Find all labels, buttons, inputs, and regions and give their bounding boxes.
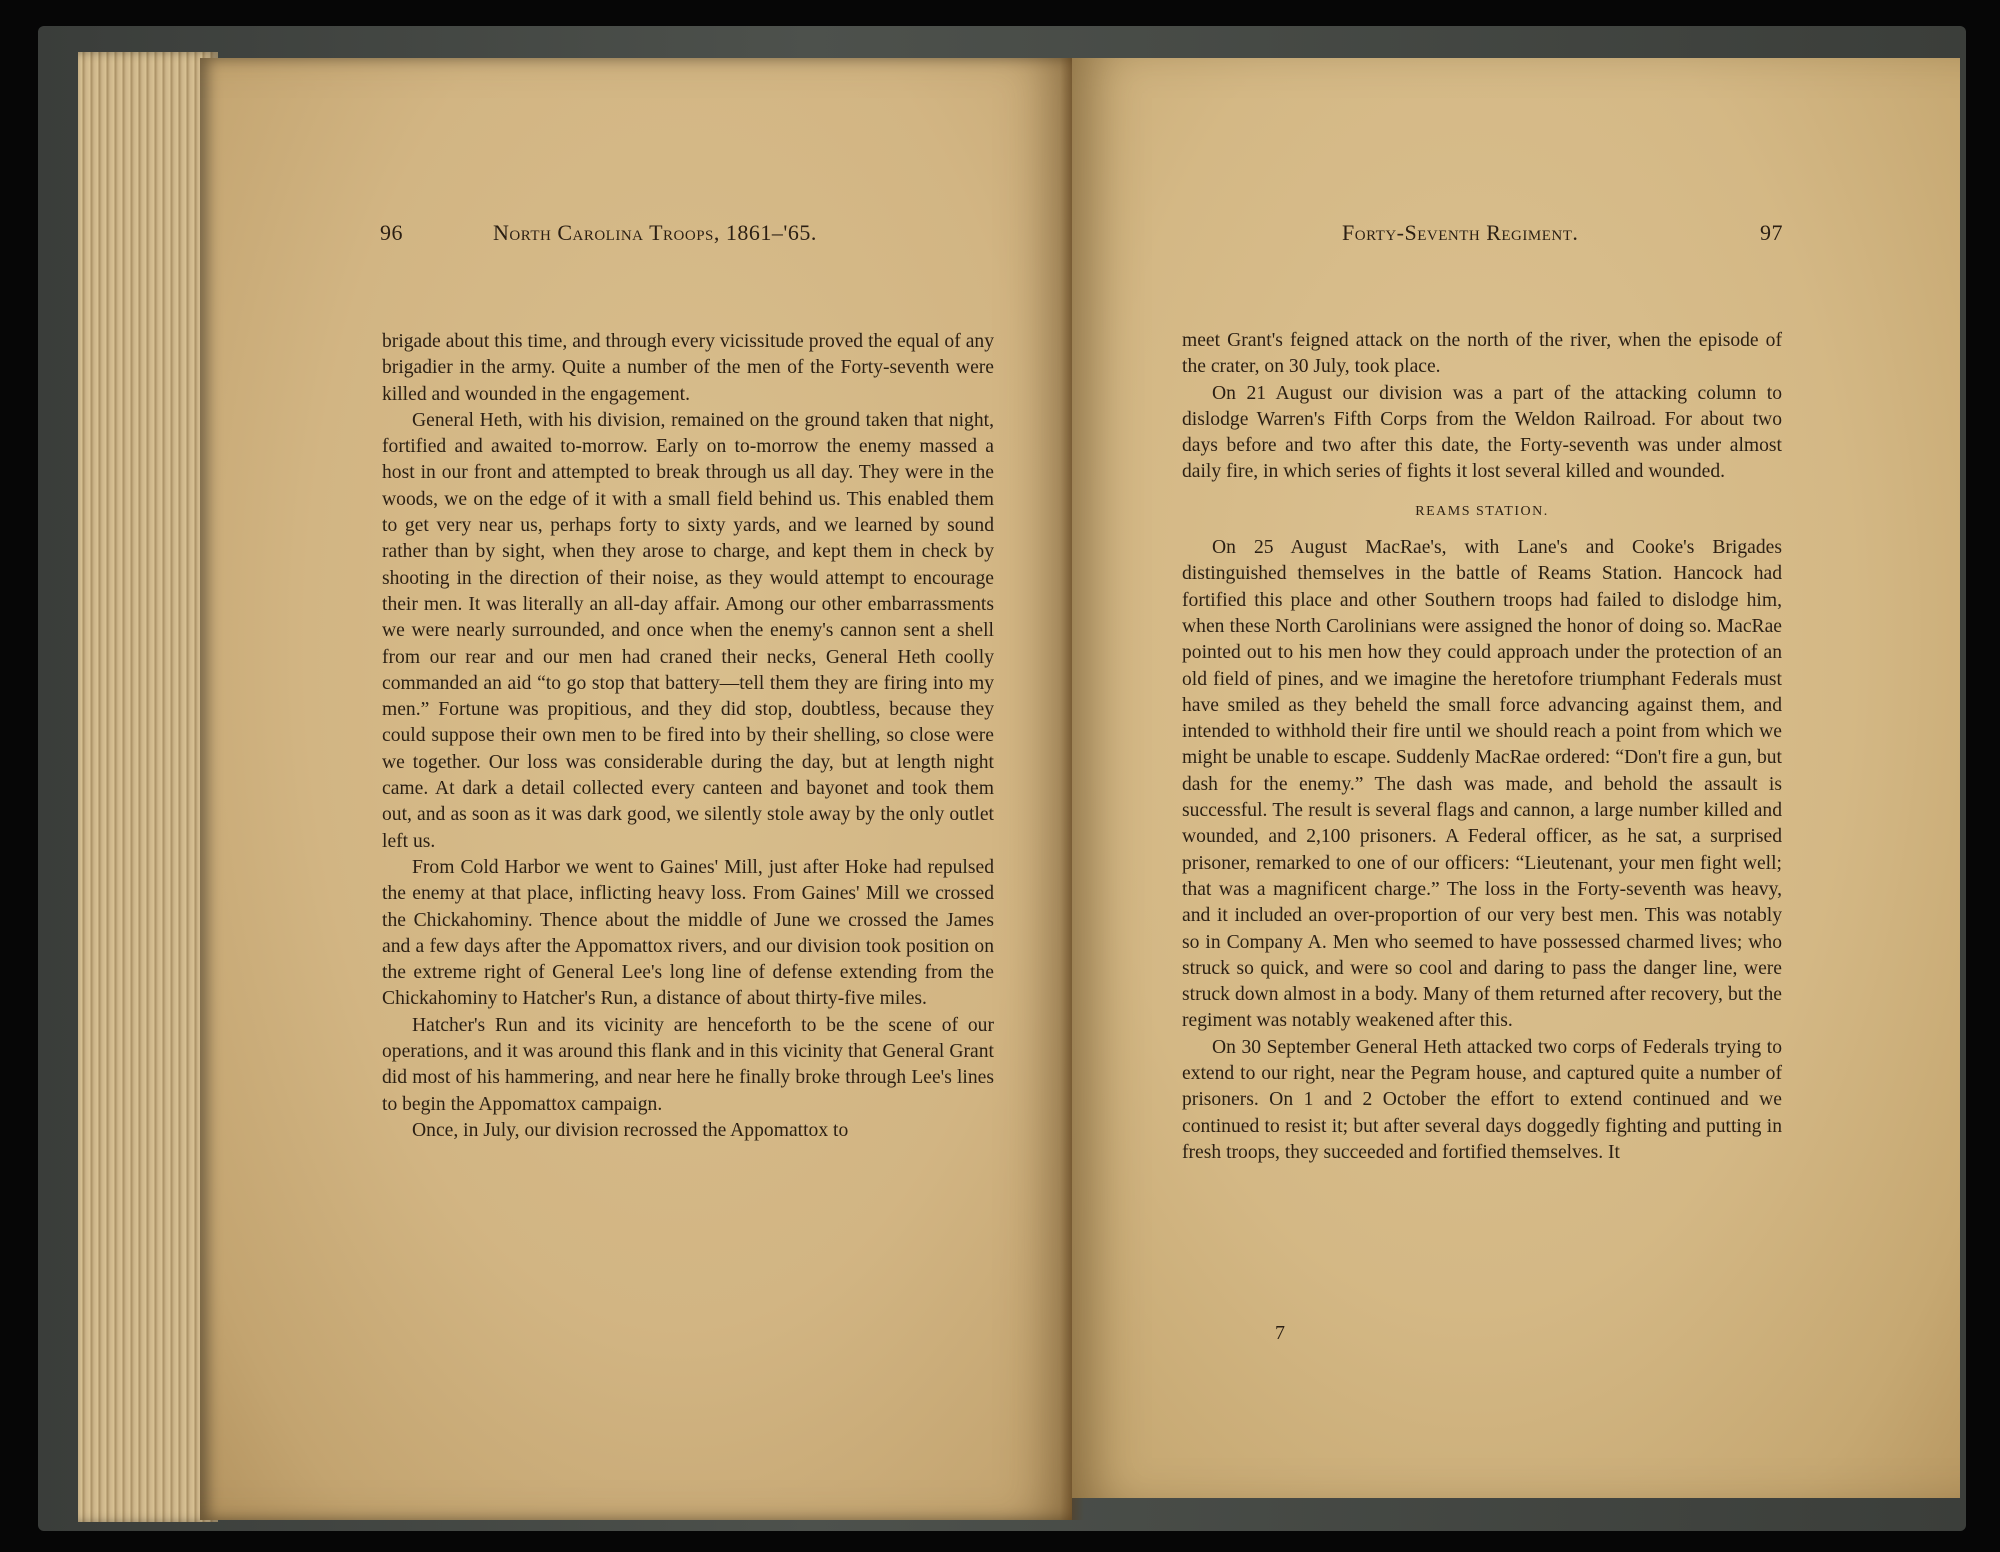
page-edges bbox=[78, 52, 218, 1522]
left-running-head: North Carolina Troops, 1861–'65. bbox=[493, 220, 817, 245]
left-page-number: 96 bbox=[380, 220, 403, 245]
signature-mark: 7 bbox=[1275, 1322, 1285, 1344]
paragraph: On 30 September General Heth attacked two corps of Federals trying to extend to our right, near the Pegram house, and captured quite a number of prisoners. On 1 and 2 October the effort to extend continued and we continued to resist it; but after several days doggedly fighting and putting in fresh troops, they succeeded and fortified themselves. It bbox=[1182, 1036, 1782, 1163]
section-heading: REAMS STATION. bbox=[1415, 503, 1549, 519]
paragraph: From Cold Harbor we went to Gaines' Mill, just after Hoke had repulsed the enemy at that place, inflicting heavy loss. From Gaines' Mill we crossed the Chickahominy. Thence about the middle of June we crossed the James and a few days after the Appomattox rivers, and our division took position on the extreme right of General Lee's long line of defense extending from the Chickahominy to Hatcher's Run, a distance of about thirty-five miles. bbox=[382, 856, 994, 1010]
paragraph: Once, in July, our division recrossed the Appomattox to bbox=[412, 1119, 849, 1141]
right-page-number: 97 bbox=[1760, 220, 1783, 245]
paragraph: On 25 August MacRae's, with Lane's and Cooke's Brigades distinguished themselves in the battle of Reams Station. Hancock had fortified this place and other Southern troops had failed to dislodge him, when these North Carolinians were assigned the honor of doing so. MacRae pointed out to his men how they could approach under the protection of an old field of pines, and we imagine the heretofore triumphant Federals must have smiled as they beheld the small force advancing against them, and intended to withhold their fire until we should reach a point from which we might be unable to escape. Suddenly MacRae ordered: “Don't fire a gun, but dash for the enemy.” The dash was made, and behold the assault is successful. The result is several flags and cannon, a large number killed and wounded, and 2,100 prisoners. A Federal officer, as he sat, a surprised prisoner, remarked to one of our officers: “Lieutenant, your men fight well; that was a magnificent charge.” The loss in the Forty-seventh was heavy, and it included an over-proportion of our very best men. This was notably so in Company A. Men who seemed to have possessed charmed lives; who struck so quick, and were so cool and daring to pass the danger line, were struck down almost in a body. Many of them returned after recovery, but the regiment was notably weakened after this. bbox=[1182, 537, 1782, 1032]
paragraph: meet Grant's feigned attack on the north of the river, when the episode of the crater, on 30 July, took place. bbox=[1182, 330, 1782, 378]
right-page bbox=[1072, 58, 1960, 1498]
paragraph: brigade about this time, and through every vicissitude proved the equal of any brigadier in the army. Quite a number of the men of the Forty-seventh were killed and wounded in the engagement. bbox=[382, 331, 994, 405]
right-running-head: Forty-Seventh Regiment. bbox=[1342, 220, 1579, 245]
paragraph: Hatcher's Run and its vicinity are henceforth to be the scene of our operations, and it was around this flank and in this vicinity that General Grant did most of his hammering, and near here he finally broke through Lee's lines to begin the Appomattox campaign. bbox=[382, 1014, 994, 1115]
left-body-text bbox=[382, 329, 994, 1144]
right-body-text bbox=[1182, 328, 1782, 1166]
paragraph: On 21 August our division was a part of the attacking column to dislodge Warren's Fifth Corps from the Weldon Railroad. For about two days before and two after this date, the Forty-seventh was under almost daily fire, in which series of fights it lost several killed and wounded. bbox=[1182, 382, 1782, 483]
paragraph: General Heth, with his division, remained on the ground taken that night, fortified and awaited to-morrow. Early on to-morrow the enemy massed a host in our front and attempted to break through us all day. They were in the woods, we on the edge of it with a small field behind us. This enabled them to get very near us, perhaps forty to sixty yards, and we learned by sound rather than by sight, when they arose to charge, and kept them in check by shooting in the direction of their noise, as they would attempt to encourage their men. It was literally an all-day affair. Among our other embarrassments we were nearly surrounded, and once when the enemy's cannon sent a shell from our rear and our men had craned their necks, General Heth coolly commanded an aid “to go stop that battery—tell them they are firing into my men.” Fortune was propitious, and they did stop, doubtless, because they could suppose their own men to be fired into by their shelling, so close were we together. Our loss was considerable during the day, but at length night came. At dark a detail collected every canteen and bayonet and took them out, and as soon as it was dark good, we silently stole away by the only outlet left us. bbox=[382, 409, 994, 852]
left-page bbox=[200, 58, 1072, 1520]
